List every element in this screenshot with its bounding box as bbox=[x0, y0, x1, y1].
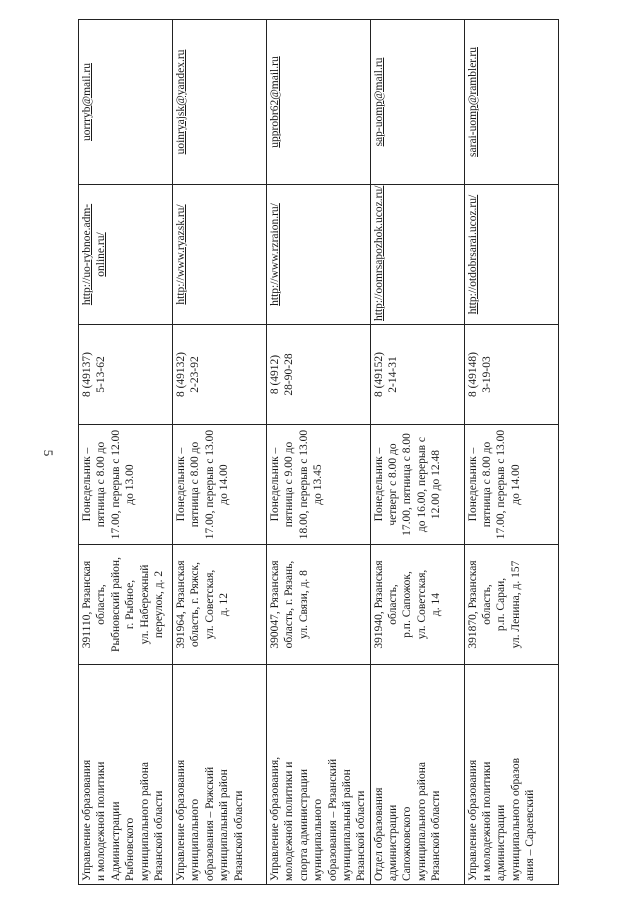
address-cell bbox=[79, 545, 173, 665]
organization-cell-line: Отдел образования bbox=[372, 787, 385, 881]
website-cell-line[interactable]: http://www.rzraion.ru/ bbox=[269, 203, 281, 306]
address-cell-line: 391870, Рязанская bbox=[466, 560, 479, 649]
page-number: 5 bbox=[41, 449, 56, 457]
organization-cell-line: ания – Сараевский bbox=[524, 789, 537, 881]
working-hours-cell-line: 17.00, пятница с 8.00 bbox=[401, 433, 414, 536]
organization-cell bbox=[370, 665, 464, 885]
website-cell-line[interactable]: http://uo-rybnoe.adm- bbox=[81, 203, 93, 306]
address-cell bbox=[267, 545, 371, 665]
address-cell-line: д. 14 bbox=[430, 592, 443, 617]
organization-cell-line: Управление образования, bbox=[269, 756, 281, 881]
organization-cell-line: муниципальный район bbox=[340, 769, 353, 881]
email-cell-line[interactable]: sarai-uomp@rambler.ru bbox=[466, 47, 479, 157]
address-cell-line: 391940, Рязанская bbox=[372, 560, 385, 649]
address-cell-line: р.п. Сапожок, bbox=[401, 571, 414, 638]
education-departments-table bbox=[78, 19, 559, 885]
phone-cell bbox=[267, 325, 371, 425]
email-cell bbox=[79, 20, 173, 185]
website-cell bbox=[464, 185, 558, 325]
organization-cell-line: молодежной политики и bbox=[283, 761, 296, 881]
rotated-table-container bbox=[78, 20, 548, 885]
working-hours-cell-line: 17.00, перерыв с 13.00 bbox=[203, 429, 216, 540]
organization-cell-line: и молодежной политики bbox=[95, 761, 108, 881]
organization-cell-line: спорта администрации bbox=[297, 768, 310, 881]
working-hours-cell-line: 17.00, перерыв с 13.00 bbox=[495, 429, 508, 540]
organization-cell-line: Сапожковского bbox=[401, 806, 414, 881]
email-cell-line[interactable]: sap-uomp@mail.ru bbox=[372, 57, 385, 147]
organization-cell-line: муниципального bbox=[189, 798, 202, 881]
address-cell-line: область, bbox=[481, 584, 493, 625]
address-cell-line: 391964, Рязанская bbox=[175, 560, 187, 649]
address-cell-line: 391110, Рязанская bbox=[81, 560, 93, 649]
phone-cell bbox=[79, 325, 173, 425]
address-cell-line: область, г. Ряжск, bbox=[189, 562, 202, 648]
organization-cell-line: муниципального bbox=[312, 798, 325, 881]
address-cell-line: область, г. Рязань, bbox=[283, 560, 296, 649]
address-cell-line: ул. Советская, bbox=[203, 569, 216, 640]
working-hours-cell-line: до 16.00, перерыв с bbox=[415, 436, 428, 533]
table-row bbox=[464, 20, 558, 885]
table-row bbox=[267, 20, 371, 885]
organization-cell-line: Рязанской области bbox=[232, 790, 245, 881]
email-cell bbox=[267, 20, 371, 185]
phone-cell-line: 2-23-92 bbox=[189, 356, 202, 393]
address-cell-line: область, bbox=[95, 584, 108, 625]
working-hours-cell-line: Понедельник – bbox=[175, 447, 187, 522]
organization-cell-line: Управление образования bbox=[81, 759, 93, 881]
address-cell-line: область, bbox=[387, 584, 399, 625]
organization-cell bbox=[464, 665, 558, 885]
address-cell bbox=[370, 545, 464, 665]
phone-cell-line: 3-19-03 bbox=[481, 356, 493, 393]
phone-cell-line: 5-13-62 bbox=[95, 356, 108, 393]
website-cell bbox=[79, 185, 173, 325]
phone-cell-line: 8 (49132) bbox=[175, 351, 187, 398]
working-hours-cell-line: до 13.45 bbox=[312, 464, 325, 505]
working-hours-cell-line: Понедельник – bbox=[466, 447, 479, 522]
table-row bbox=[370, 20, 464, 885]
organization-cell-line: Рязанской области bbox=[430, 790, 443, 881]
phone-cell-line: 8 (4912) bbox=[269, 354, 281, 395]
email-cell bbox=[173, 20, 267, 185]
organization-cell-line: муниципального района bbox=[415, 762, 428, 881]
email-cell bbox=[370, 20, 464, 185]
address-cell-line: ул. Набережный bbox=[138, 564, 151, 645]
working-hours-cell-line: до 14.00 bbox=[218, 464, 231, 505]
address-cell-line: ул. Советская, bbox=[415, 569, 428, 640]
working-hours-cell-line: четверг с 8.00 до bbox=[387, 443, 399, 526]
working-hours-cell-line: Понедельник – bbox=[269, 447, 281, 522]
address-cell bbox=[464, 545, 558, 665]
working-hours-cell-line: до 13.00 bbox=[124, 464, 137, 505]
address-cell-line: р.п. Сараи, bbox=[495, 577, 508, 632]
working-hours-cell bbox=[267, 425, 371, 545]
table-body bbox=[79, 20, 559, 885]
email-cell-line[interactable]: uorrryb@mail.ru bbox=[81, 63, 93, 141]
address-cell-line: Рыбновский район, bbox=[109, 557, 122, 652]
website-cell bbox=[370, 185, 464, 325]
website-cell bbox=[173, 185, 267, 325]
organization-cell-line: муниципального образов bbox=[509, 757, 522, 881]
address-cell bbox=[173, 545, 267, 665]
working-hours-cell-line: Понедельник – bbox=[81, 447, 93, 522]
organization-cell-line: администрации bbox=[495, 804, 508, 881]
address-cell-line: ул. Связи, д. 8 bbox=[297, 570, 310, 639]
table-row bbox=[79, 20, 173, 885]
website-cell-line[interactable]: http://otdobrsarai.ucoz.ru/ bbox=[466, 194, 479, 315]
working-hours-cell-line: до 14.00 bbox=[509, 464, 522, 505]
organization-cell-line: образования – Рязанский bbox=[326, 758, 339, 881]
table-row bbox=[173, 20, 267, 885]
organization-cell bbox=[267, 665, 371, 885]
phone-cell-line: 8 (49137) bbox=[81, 351, 93, 398]
website-cell bbox=[267, 185, 371, 325]
phone-cell-line: 2-14-31 bbox=[387, 356, 399, 393]
website-cell-line[interactable]: http://oomrsapozhok.ucoz.ru/ bbox=[372, 185, 385, 321]
address-cell-line: д. 12 bbox=[218, 592, 231, 617]
organization-cell-line: Рязанской области bbox=[355, 790, 368, 881]
email-cell-line[interactable]: upprobr62@mail.ru bbox=[269, 56, 281, 148]
phone-cell-line: 28-90-28 bbox=[283, 353, 296, 396]
working-hours-cell-line: пятница с 8.00 до bbox=[481, 441, 493, 528]
organization-cell-line: Рязанской области bbox=[152, 790, 165, 881]
address-cell-line: ул. Ленина, д. 157 bbox=[509, 560, 522, 649]
working-hours-cell-line: 18.00, перерыв с 13.00 bbox=[297, 429, 310, 540]
organization-cell-line: Администрации bbox=[109, 801, 122, 881]
phone-cell-line: 8 (49148) bbox=[466, 351, 479, 398]
working-hours-cell-line: пятница с 8.00 до bbox=[189, 441, 202, 528]
working-hours-cell-line: пятница с 9.00 до bbox=[283, 441, 296, 528]
rotated-page-area bbox=[78, 20, 548, 885]
organization-cell bbox=[79, 665, 173, 885]
email-cell bbox=[464, 20, 558, 185]
phone-cell bbox=[464, 325, 558, 425]
organization-cell-line: администрации bbox=[387, 804, 399, 881]
phone-cell-line: 8 (49152) bbox=[372, 351, 385, 398]
phone-cell bbox=[173, 325, 267, 425]
organization-cell-line: муниципального района bbox=[138, 762, 151, 881]
organization-cell-line: и молодежной политики bbox=[481, 761, 493, 881]
phone-cell bbox=[370, 325, 464, 425]
organization-cell-line: муниципальный район bbox=[218, 769, 231, 881]
working-hours-cell-line: Понедельник – bbox=[372, 447, 385, 522]
address-cell-line: г. Рыбное, bbox=[124, 579, 137, 630]
working-hours-cell bbox=[79, 425, 173, 545]
organization-cell-line: образования – Ряжский bbox=[203, 766, 216, 881]
working-hours-cell bbox=[464, 425, 558, 545]
working-hours-cell-line: 12.00 до 12.48 bbox=[430, 449, 443, 520]
working-hours-cell bbox=[370, 425, 464, 545]
organization-cell-line: Управление образования bbox=[175, 759, 187, 881]
working-hours-cell-line: пятница с 8.00 до bbox=[95, 441, 108, 528]
email-cell-line[interactable]: uoinryajsk@yandex.ru bbox=[175, 49, 187, 155]
address-cell-line: 390047, Рязанская bbox=[269, 560, 281, 649]
organization-cell bbox=[173, 665, 267, 885]
website-cell-line[interactable]: online.ru/ bbox=[95, 232, 108, 277]
organization-cell-line: Рыбновского bbox=[124, 817, 137, 881]
organization-cell-line: Управление образования bbox=[466, 759, 479, 881]
working-hours-cell-line: 17.00, перерыв с 12.00 bbox=[109, 429, 122, 540]
working-hours-cell bbox=[173, 425, 267, 545]
address-cell-line: переулок, д. 2 bbox=[152, 570, 165, 639]
website-cell-line[interactable]: http://www.ryazsk.ru/ bbox=[175, 204, 187, 305]
